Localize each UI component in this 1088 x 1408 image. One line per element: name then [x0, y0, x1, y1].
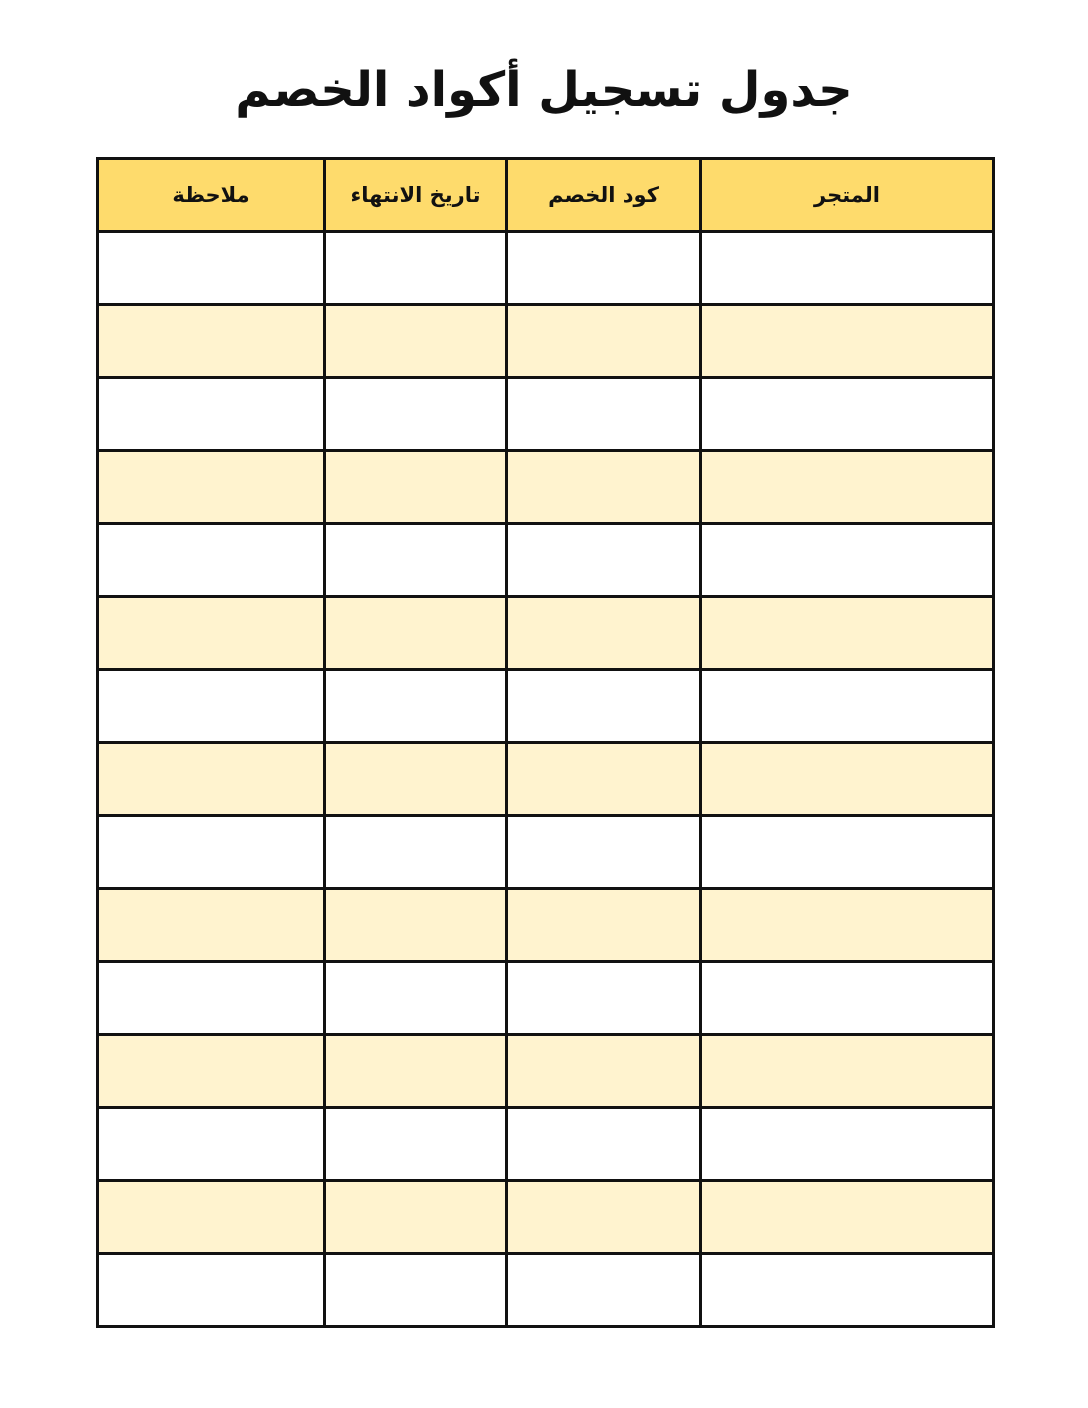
cell-note[interactable]: [98, 305, 325, 378]
cell-code[interactable]: [507, 1181, 701, 1254]
column-header-store: المتجر: [701, 159, 994, 232]
table-row: [98, 524, 994, 597]
column-header-note: ملاحظة: [98, 159, 325, 232]
cell-code[interactable]: [507, 524, 701, 597]
cell-note[interactable]: [98, 889, 325, 962]
cell-expiry[interactable]: [325, 451, 507, 524]
table-row: [98, 962, 994, 1035]
cell-code[interactable]: [507, 451, 701, 524]
cell-expiry[interactable]: [325, 232, 507, 305]
cell-code[interactable]: [507, 670, 701, 743]
cell-store[interactable]: [701, 1254, 994, 1327]
table-row: [98, 1035, 994, 1108]
page-title: جدول تسجيل أكواد الخصم: [235, 62, 853, 118]
cell-note[interactable]: [98, 1035, 325, 1108]
cell-expiry[interactable]: [325, 1035, 507, 1108]
cell-store[interactable]: [701, 451, 994, 524]
cell-expiry[interactable]: [325, 1254, 507, 1327]
cell-code[interactable]: [507, 816, 701, 889]
table-row: [98, 1181, 994, 1254]
cell-note[interactable]: [98, 816, 325, 889]
cell-note[interactable]: [98, 378, 325, 451]
cell-store[interactable]: [701, 889, 994, 962]
cell-store[interactable]: [701, 962, 994, 1035]
table-row: [98, 1108, 994, 1181]
cell-store[interactable]: [701, 597, 994, 670]
table-row: [98, 670, 994, 743]
cell-store[interactable]: [701, 1108, 994, 1181]
cell-code[interactable]: [507, 1108, 701, 1181]
discount-codes-table: [96, 157, 995, 1328]
cell-note[interactable]: [98, 597, 325, 670]
table-row: [98, 451, 994, 524]
table-body: [98, 232, 994, 1327]
cell-store[interactable]: [701, 1181, 994, 1254]
table-row: [98, 378, 994, 451]
cell-note[interactable]: [98, 962, 325, 1035]
column-header-discount-code: كود الخصم: [507, 159, 701, 232]
cell-code[interactable]: [507, 743, 701, 816]
cell-store[interactable]: [701, 378, 994, 451]
cell-store[interactable]: [701, 524, 994, 597]
cell-expiry[interactable]: [325, 1108, 507, 1181]
cell-expiry[interactable]: [325, 889, 507, 962]
cell-note[interactable]: [98, 1254, 325, 1327]
cell-code[interactable]: [507, 378, 701, 451]
table-row: [98, 232, 994, 305]
cell-code[interactable]: [507, 1035, 701, 1108]
cell-note[interactable]: [98, 1108, 325, 1181]
cell-note[interactable]: [98, 670, 325, 743]
cell-expiry[interactable]: [325, 597, 507, 670]
cell-code[interactable]: [507, 1254, 701, 1327]
cell-store[interactable]: [701, 1035, 994, 1108]
table-row: [98, 816, 994, 889]
cell-expiry[interactable]: [325, 816, 507, 889]
cell-expiry[interactable]: [325, 378, 507, 451]
cell-expiry[interactable]: [325, 743, 507, 816]
cell-store[interactable]: [701, 743, 994, 816]
column-header-expiry-date: تاريخ الانتهاء: [325, 159, 507, 232]
cell-code[interactable]: [507, 305, 701, 378]
table-row: [98, 889, 994, 962]
cell-store[interactable]: [701, 305, 994, 378]
cell-expiry[interactable]: [325, 305, 507, 378]
cell-note[interactable]: [98, 524, 325, 597]
cell-code[interactable]: [507, 962, 701, 1035]
cell-store[interactable]: [701, 232, 994, 305]
cell-note[interactable]: [98, 232, 325, 305]
cell-expiry[interactable]: [325, 962, 507, 1035]
cell-note[interactable]: [98, 451, 325, 524]
cell-note[interactable]: [98, 743, 325, 816]
cell-expiry[interactable]: [325, 670, 507, 743]
cell-code[interactable]: [507, 232, 701, 305]
table-row: [98, 597, 994, 670]
cell-expiry[interactable]: [325, 1181, 507, 1254]
cell-code[interactable]: [507, 889, 701, 962]
table-row: [98, 743, 994, 816]
table-row: [98, 1254, 994, 1327]
cell-store[interactable]: [701, 816, 994, 889]
cell-store[interactable]: [701, 670, 994, 743]
cell-expiry[interactable]: [325, 524, 507, 597]
cell-note[interactable]: [98, 1181, 325, 1254]
table-header-row: [98, 159, 994, 232]
table-row: [98, 305, 994, 378]
cell-code[interactable]: [507, 597, 701, 670]
